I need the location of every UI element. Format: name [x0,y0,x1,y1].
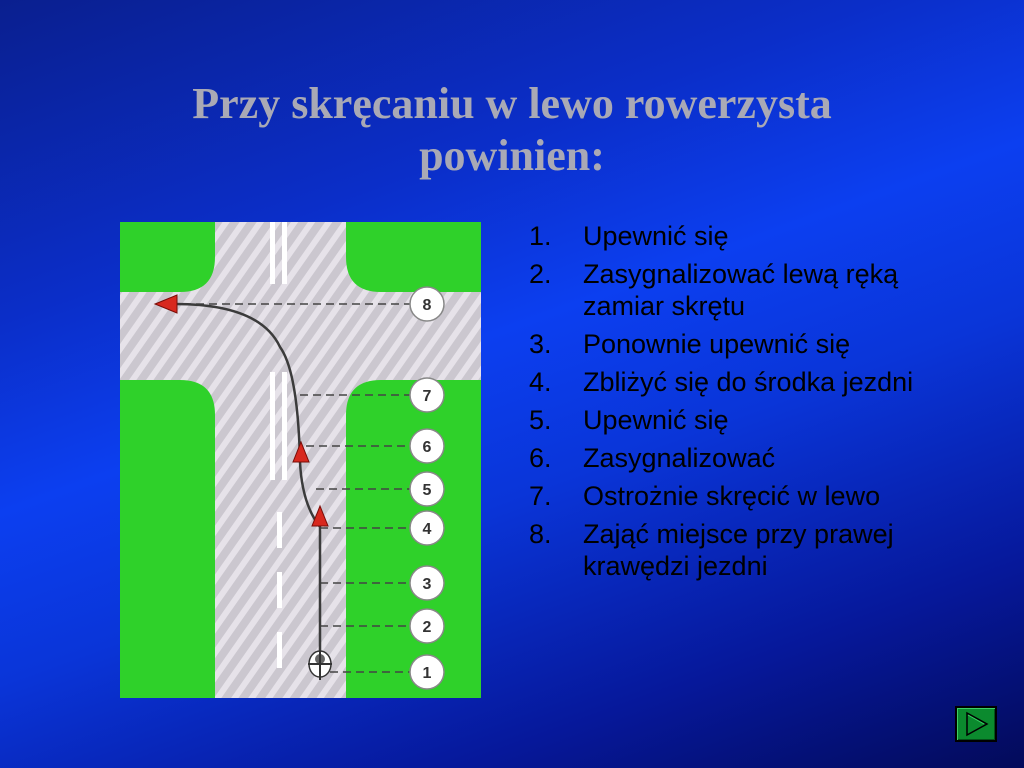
marker-1 [410,655,444,689]
marker-6-label: 6 [422,439,432,456]
list-item [529,442,969,474]
list-item [529,366,969,398]
play-triangle-icon [957,708,995,740]
left-turn-diagram [120,222,481,698]
marker-1-label: 1 [422,665,432,682]
step-number: 7. [529,481,552,511]
list-item [529,518,969,582]
list-item [529,404,969,436]
step-text: Zasygnalizować lewą ręką zamiar skrętu [583,259,899,321]
marker-8 [410,287,444,321]
marker-7-label: 7 [422,388,432,405]
marker-6 [410,429,444,463]
marker-5-label: 5 [422,482,432,499]
list-item [529,220,969,252]
marker-7 [410,378,444,412]
title-line-1: Przy skręcaniu w lewo rowerzysta [192,79,832,128]
list-item [529,258,969,322]
step-text: Ostrożnie skręcić w lewo [583,481,881,511]
step-number: 6. [529,443,552,473]
marker-4-label: 4 [422,521,432,538]
step-text: Zająć miejsce przy prawej krawędzi jezdni [583,519,894,581]
step-number: 5. [529,405,552,435]
marker-2 [410,609,444,643]
step-text: Upewnić się [583,221,729,251]
marker-4 [410,511,444,545]
step-text: Zasygnalizować [583,443,776,473]
grass-top-left [120,222,215,292]
step-number: 4. [529,367,552,397]
marker-5 [410,472,444,506]
marker-3-label: 3 [422,576,432,593]
step-number: 8. [529,519,552,549]
marker-2-label: 2 [422,619,432,636]
list-item [529,328,969,360]
marker-3 [410,566,444,600]
marker-8-label: 8 [422,297,432,314]
step-number: 3. [529,329,552,359]
grass-bottom-left [120,380,215,698]
step-text: Zbliżyć się do środka jezdni [583,367,914,397]
step-number: 1. [529,221,552,251]
title-line-2: powinien: [419,131,605,180]
step-text: Upewnić się [583,405,729,435]
next-slide-button[interactable] [955,706,997,742]
steps-list [529,220,969,588]
grass-top-right [346,222,481,292]
slide-title [0,78,1024,182]
step-text: Ponownie upewnić się [583,329,851,359]
step-number: 2. [529,259,552,289]
list-item [529,480,969,512]
